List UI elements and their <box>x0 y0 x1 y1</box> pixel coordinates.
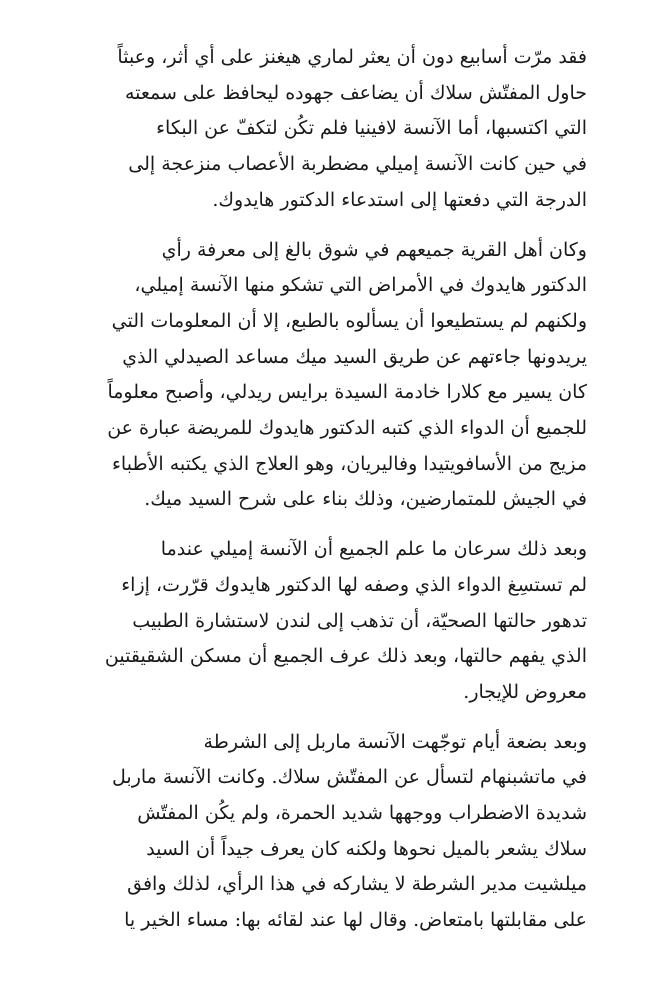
text-line: ولكنهم لم يستطيعوا أن يسألوه بالطبع، إلا أن المعلومات التي <box>111 309 587 332</box>
text-line: وبعد ذلك سرعان ما علم الجميع أن الآنسة إميلي عندما <box>160 538 587 561</box>
text-line: ميلشيت مدير الشرطة لا يشاركه في هذا الرأي، لذلك وافق <box>127 873 587 896</box>
text-line: كان يسير مع كلارا خادمة السيدة برايس ريدلي، وأصبح معلوماً <box>107 381 587 404</box>
text-line: التي اكتسبها، أما الآنسة لافينيا فلم تكُن لتكفّ عن البكاء <box>156 117 587 140</box>
text-line: سلاك يشعر بالميل نحوها ولكنه كان يعرف جيداً أن السيد <box>146 837 587 860</box>
text-line: تدهور حالتها الصحيّة، أن تذهب إلى لندن لاستشارة الطبيب <box>132 609 587 632</box>
text-line: معروض للإيجار. <box>463 680 587 703</box>
text-line: حاول المفتّش سلاك أن يضاعف جهوده ليحافظ على سمعته <box>124 81 587 104</box>
paragraph-2 <box>66 233 587 519</box>
text-line: الدكتور هايدوك في الأمراض التي تشكو منها الآنسة إميلي، <box>134 274 587 297</box>
text-line: على مقابلتها بامتعاض. وقال لها عند لقائه بها: مساء الخير يا <box>124 909 587 932</box>
text-line: الدرجة التي دفعتها إلى استدعاء الدكتور هايدوك. <box>212 188 587 211</box>
text-line: يريدونها جاءتهم عن طريق السيد ميك مساعد الصيدلي الذي <box>122 345 587 368</box>
text-line: فقد مرّت أسابيع دون أن يعثر لماري هيغنز على أي أثر، وعبثاً <box>117 46 587 68</box>
text-line: في ماتشبنهام لتسأل عن المفتّش سلاك. وكانت الآنسة ماربل <box>112 766 587 789</box>
paragraph-4 <box>66 725 587 939</box>
paragraph-1 <box>66 40 587 219</box>
text-line: في الجيش للمتمارضين، وذلك بناء على شرح السيد ميك. <box>144 488 587 511</box>
paragraph-3 <box>66 532 587 711</box>
text-line: مزيج من الأسافويتيدا وفاليريان، وهو العلاج الذي يكتبه الأطباء <box>112 452 587 475</box>
text-line: في حين كانت الآنسة إميلي مضطربة الأعصاب منزعجة إلى <box>128 153 587 176</box>
text-line: وكان أهل القرية جميعهم في شوق بالغ إلى معرفة رأي <box>161 238 587 261</box>
text-line: للجميع أن الدواء الذي كتبه الدكتور هايدوك للمريضة عبارة عن <box>107 417 587 440</box>
text-line: لم تستسِغ الدواء الذي وصفه لها الدكتور هايدوك قرّرت، إزاء <box>121 573 587 596</box>
text-line: وبعد بضعة أيام توجّهت الآنسة ماربل إلى الشرطة <box>203 730 587 753</box>
text-line: الذي يفهم حالتها، وبعد ذلك عرف الجميع أن مسكن الشقيقتين <box>104 645 587 668</box>
text-line: شديدة الاضطراب ووجهها شديد الحمرة، ولم يكُن المفتّش <box>137 802 587 825</box>
